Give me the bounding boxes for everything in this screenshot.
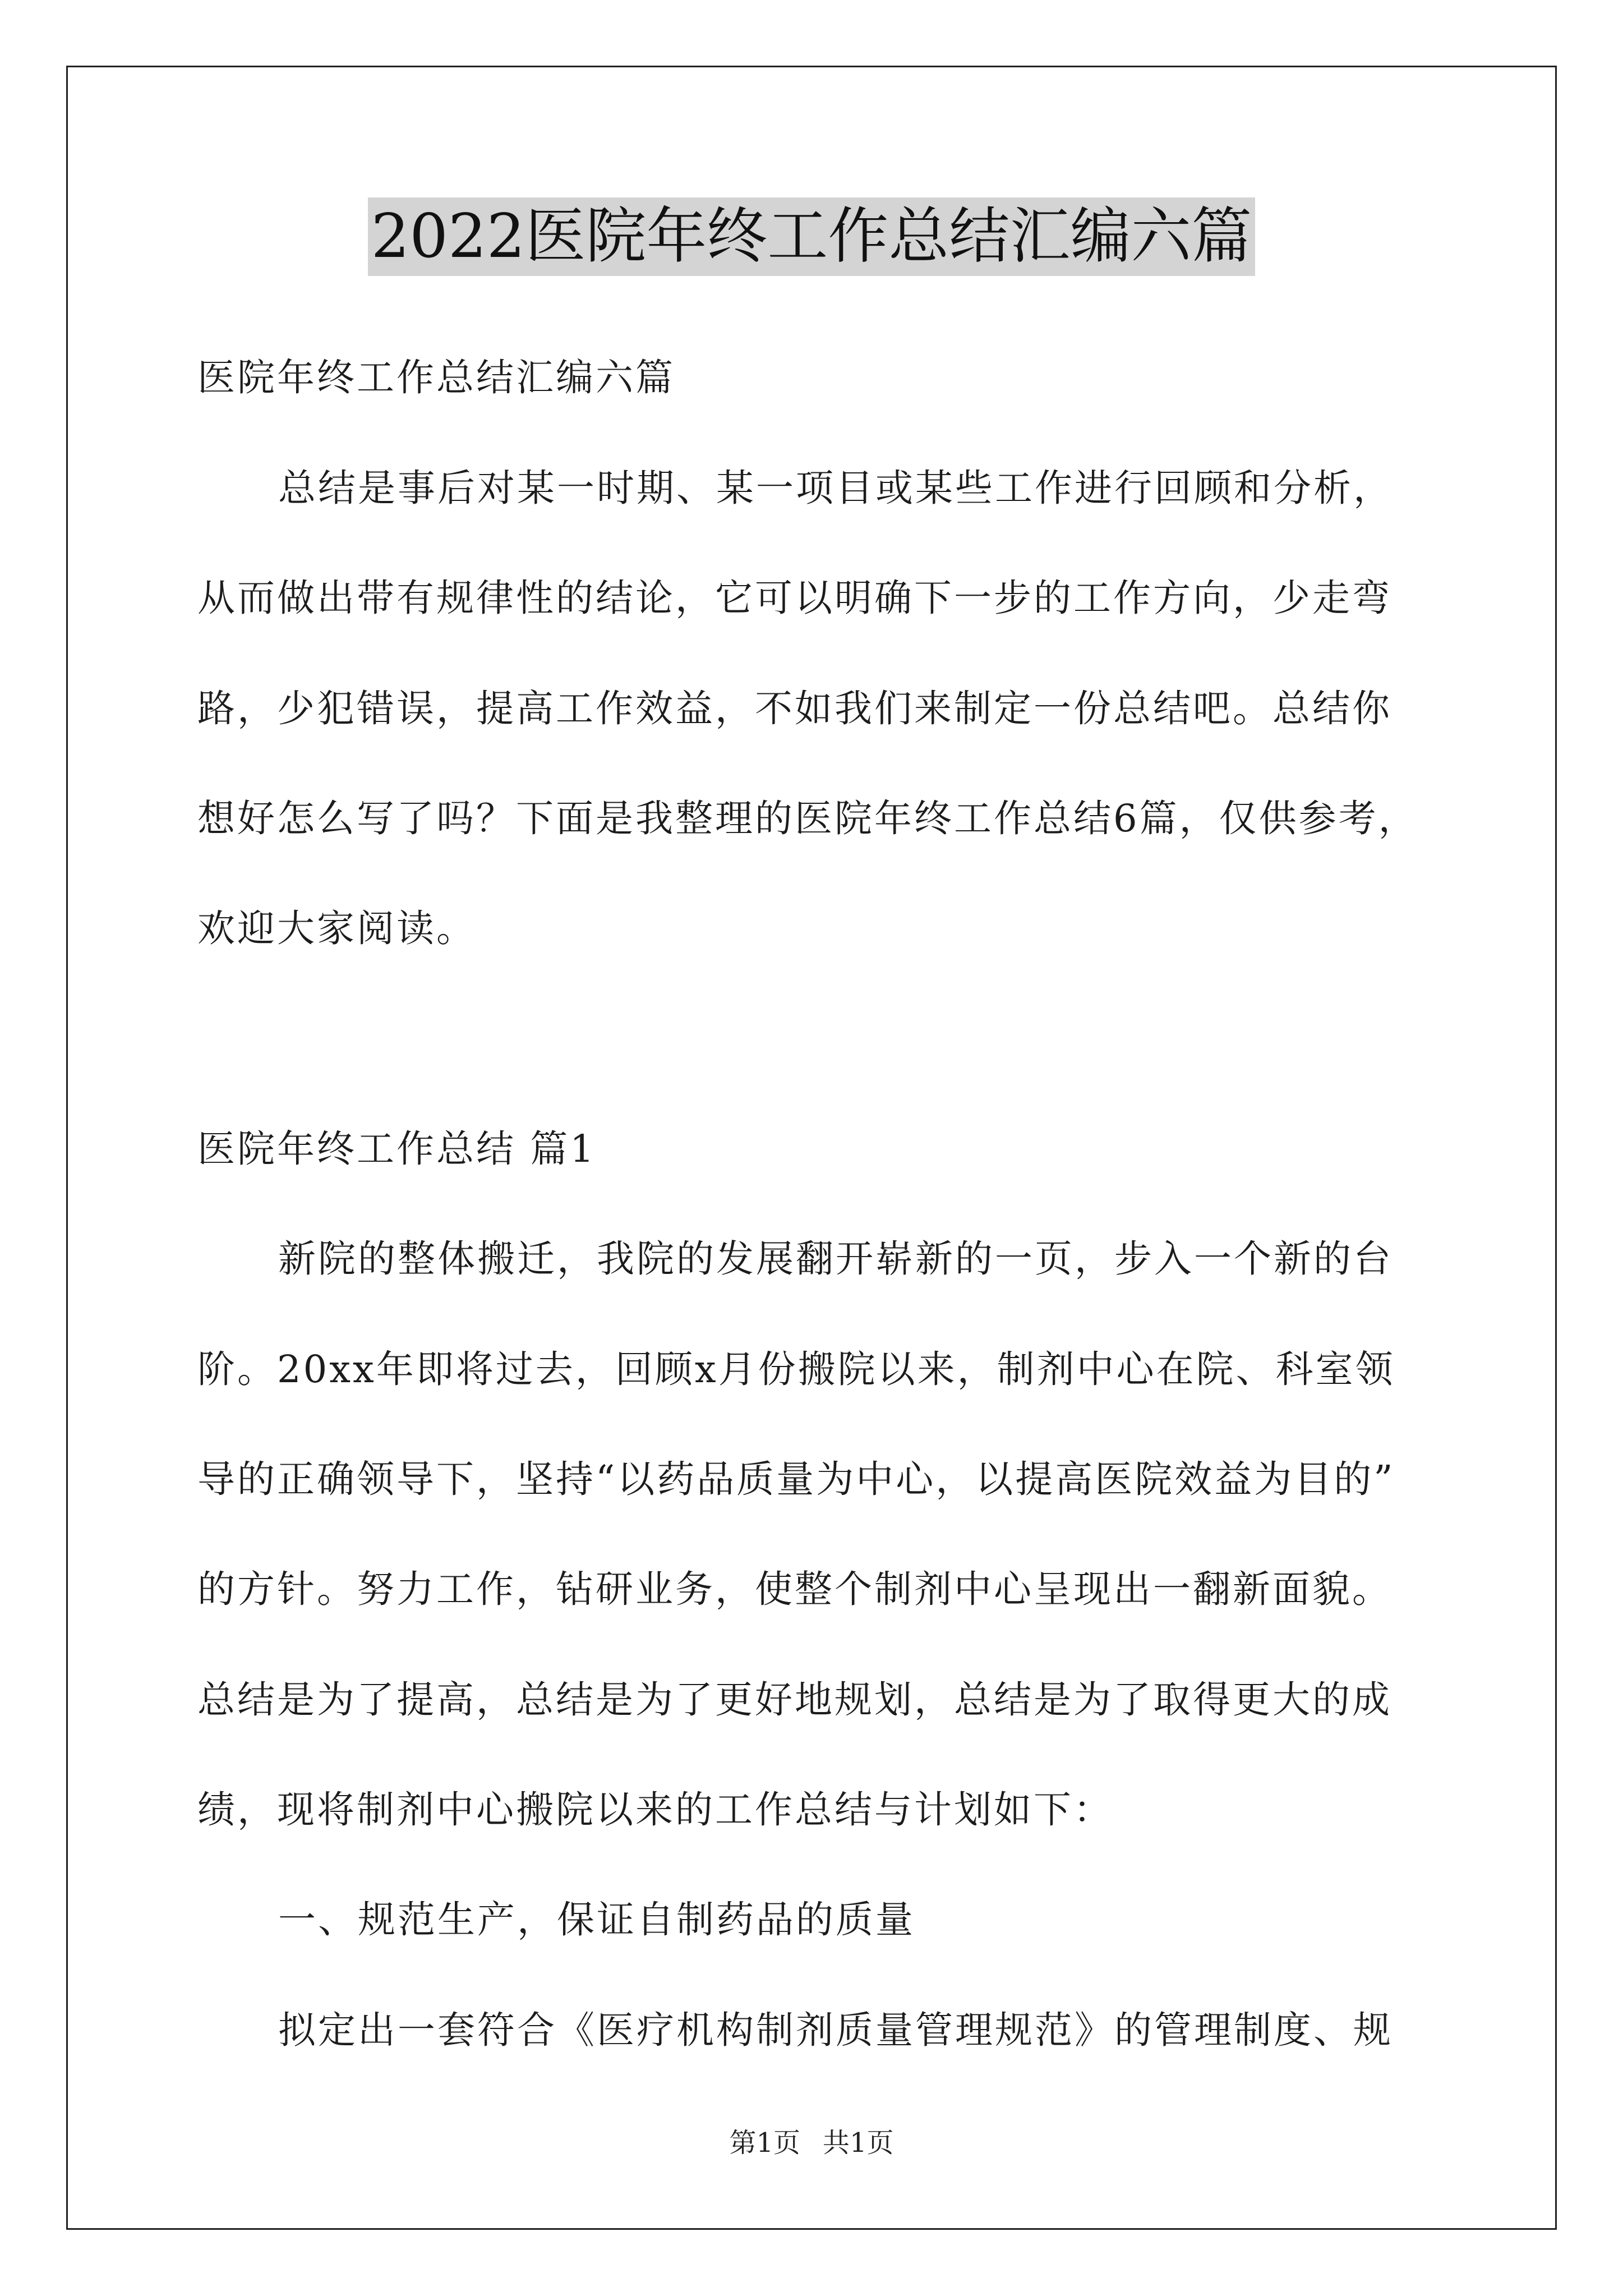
- body-paragraph-line: 阶。20xx年即将过去，回顾x月份搬院以来，制剂中心在院、科室领: [197, 1347, 1395, 1391]
- body-paragraph-line: 绩，现将制剂中心搬院以来的工作总结与计划如下：: [197, 1788, 1113, 1832]
- body-paragraph-line: 的方针。努力工作，钻研业务，使整个制剂中心呈现出一翻新面貌。: [197, 1567, 1392, 1611]
- intro-paragraph-line: 从而做出带有规律性的结论，它可以明确下一步的工作方向，少走弯: [197, 576, 1392, 620]
- intro-paragraph-line: 想好怎么写了吗？下面是我整理的医院年终工作总结6篇，仅供参考，: [197, 797, 1418, 840]
- page-footer: [0, 2126, 1623, 2160]
- subtitle-line: 医院年终工作总结汇编六篇: [197, 356, 675, 399]
- intro-paragraph-line: 总结是事后对某一时期、某一项目或某些工作进行回顾和分析，: [278, 466, 1393, 510]
- intro-paragraph-line: 欢迎大家阅读。: [197, 907, 476, 950]
- body-paragraph-line: 总结是为了提高，总结是为了更好地规划，总结是为了取得更大的成: [197, 1678, 1392, 1722]
- page-total: 共1页: [823, 2127, 894, 2159]
- document-title: 2022医院年终工作总结汇编六篇: [368, 197, 1256, 276]
- subsection-heading: 一、规范生产，保证自制药品的质量: [278, 1898, 915, 1941]
- body-paragraph-line: 新院的整体搬迁，我院的发展翻开崭新的一页，步入一个新的台: [278, 1237, 1393, 1281]
- section-heading: 医院年终工作总结 篇1: [197, 1127, 596, 1171]
- title-container: [0, 197, 1623, 276]
- page-number: 第1页: [729, 2127, 800, 2159]
- intro-paragraph-line: 路，少犯错误，提高工作效益，不如我们来制定一份总结吧。总结你: [197, 687, 1392, 730]
- body-paragraph-line: 拟定出一套符合《医疗机构制剂质量管理规范》的管理制度、规: [278, 2008, 1393, 2052]
- body-paragraph-line: 导的正确领导下，坚持“以药品质量为中心，以提高医院效益为目的”: [197, 1457, 1395, 1501]
